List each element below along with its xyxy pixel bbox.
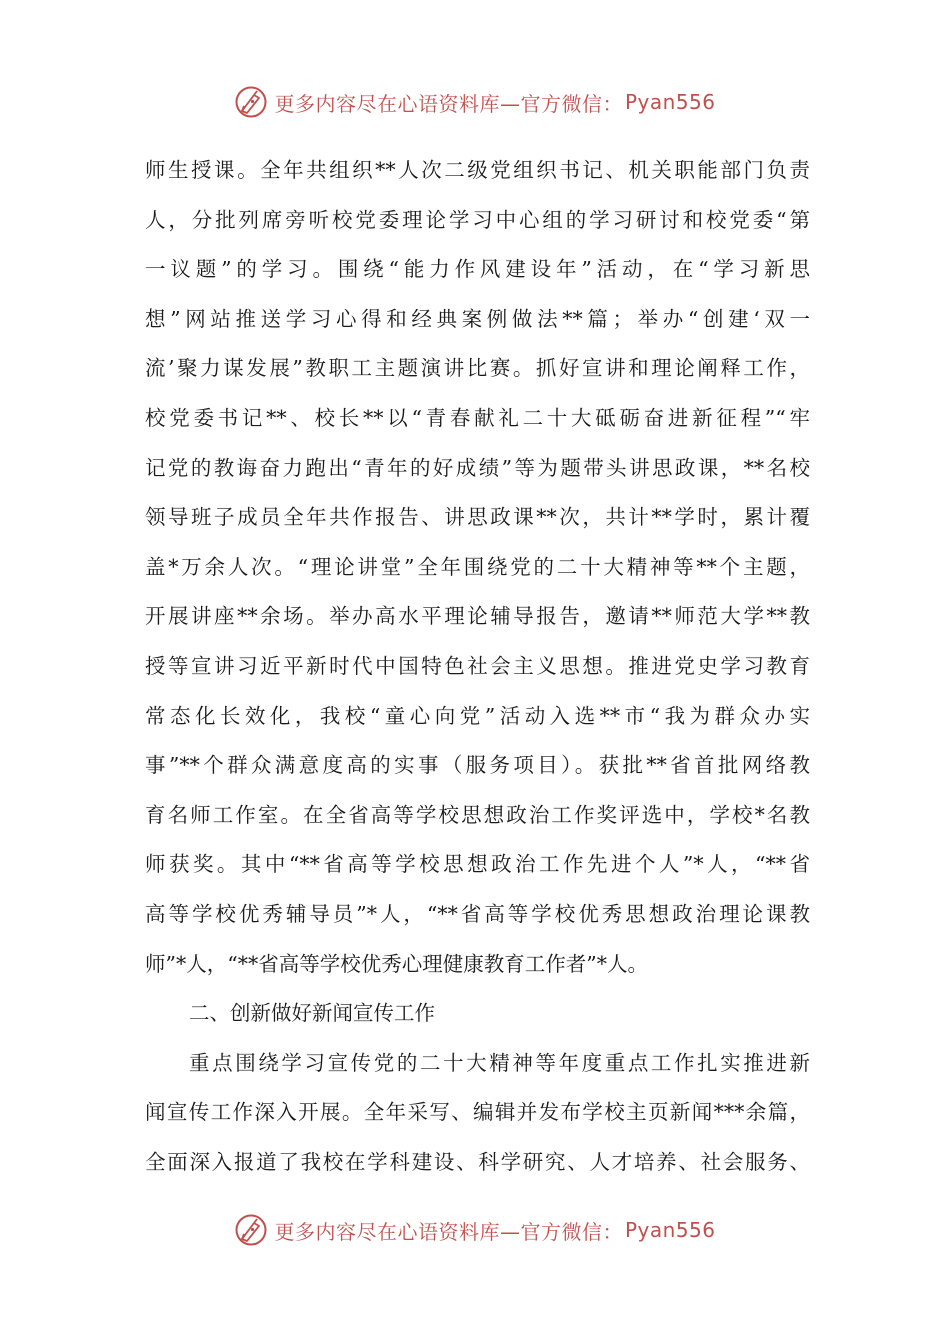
paragraph-1: [145, 146, 810, 989]
footer-banner: [0, 1210, 950, 1250]
text-line: 开展讲座**余场。举办高水平理论辅导报告，邀请**师范大学**教: [145, 604, 810, 629]
pen-nib-logo-icon: [234, 1213, 268, 1247]
text-line: 流’聚力谋发展”教职工主题演讲比赛。抓好宣讲和理论阐释工作，: [145, 356, 810, 381]
text-line: 人，分批列席旁听校党委理论学习中心组的学习研讨和校党委“第: [145, 207, 810, 232]
text-line: 盖*万余人次。“理论讲堂”全年围绕党的二十大精神等**个主题，: [145, 554, 810, 579]
text-line: 领导班子成员全年共作报告、讲思政课**次，共计**学时，累计覆: [145, 505, 810, 530]
text-line: 育名师工作室。在全省高等学校思想政治工作奖评选中，学校*名教: [145, 802, 810, 827]
pen-nib-logo-icon: [234, 85, 268, 119]
text-line: 师获奖。其中“**省高等学校思想政治工作先进个人”*人，“**省: [145, 852, 810, 877]
text-line: 想”网站推送学习心得和经典案例做法**篇；举办“创建‘双一: [145, 306, 810, 331]
text-line: 师生授课。全年共组织**人次二级党组织书记、机关职能部门负责: [145, 158, 810, 182]
banner-wechat-id: Pyan556: [624, 90, 716, 114]
banner-text: 更多内容尽在心语资料库—官方微信：: [274, 1219, 623, 1244]
text-line: 重点围绕学习宣传党的二十大精神等年度重点工作扎实推进新: [189, 1050, 810, 1075]
text-line: 授等宣讲习近平新时代中国特色社会主义思想。推进党史学习教育: [145, 653, 810, 678]
text-line: 记党的教诲奋力跑出“青年的好成绩”等为题带头讲思政课，**名校: [145, 455, 810, 480]
banner-text: 更多内容尽在心语资料库—官方微信：: [274, 91, 623, 116]
text-line: 事”**个群众满意度高的实事（服务项目）。获批**省首批网络教: [145, 753, 810, 778]
text-line: 全面深入报道了我校在学科建设、科学研究、人才培养、社会服务、: [145, 1149, 810, 1174]
banner-wechat-id: Pyan556: [624, 1218, 716, 1242]
section-heading: 二、创新做好新闻宣传工作: [189, 1001, 435, 1026]
header-banner: [0, 82, 950, 122]
paragraph-2: [145, 1039, 810, 1188]
text-line: 校党委书记**、校长**以“青春献礼二十大砥砺奋进新征程”“牢: [145, 405, 810, 430]
text-line: 师”*人，“**省高等学校优秀心理健康教育工作者”*人。: [145, 951, 648, 976]
text-line: 闻宣传工作深入开展。全年采写、编辑并发布学校主页新闻***余篇，: [145, 1100, 810, 1125]
text-line: 常态化长效化，我校“童心向党”活动入选**市“我为群众办实: [145, 703, 810, 728]
text-line: 一议题”的学习。围绕“能力作风建设年”活动，在“学习新思: [145, 257, 810, 282]
document-body: [145, 146, 810, 1187]
text-line: 高等学校优秀辅导员”*人，“**省高等学校优秀思想政治理论课教: [145, 901, 810, 926]
